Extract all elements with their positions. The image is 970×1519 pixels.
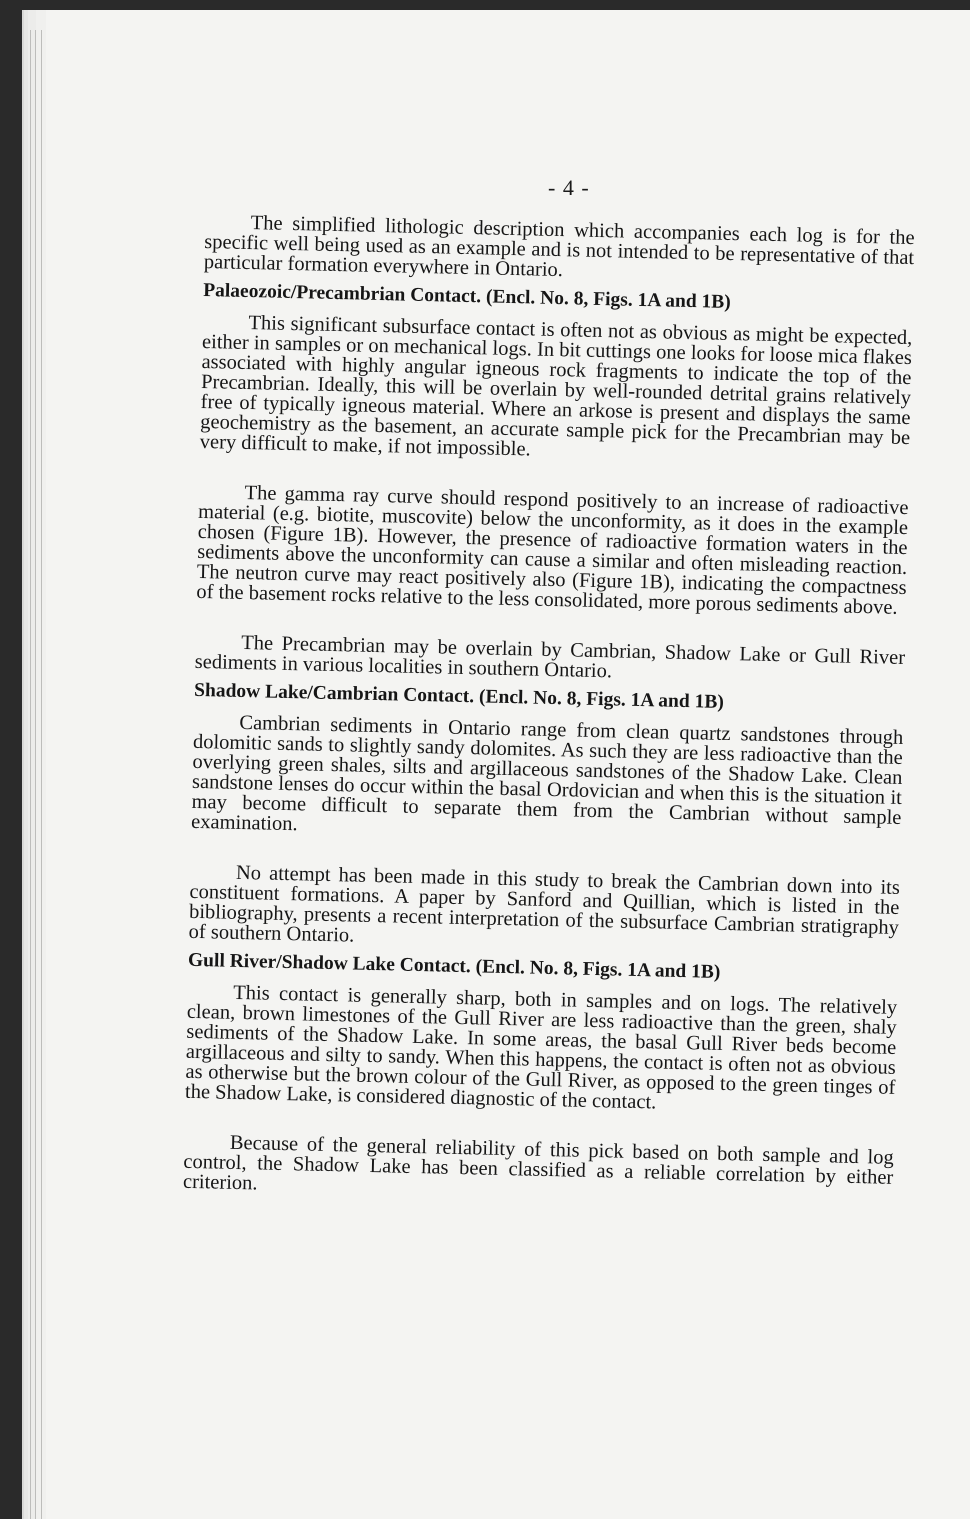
intro-paragraph: The simplified lithologic description which accompanies each log is for the specific well being used as an example and is not intended to be representative of that particular formation everywhere in Ontario. bbox=[203, 212, 915, 282]
section-heading-gull-river-shadow-lake: Gull River/Shadow Lake Contact. (Encl. No. 8, Figs. 1A and 1B) bbox=[187, 949, 721, 983]
section-heading-shadow-lake-cambrian: Shadow Lake/Cambrian Contact. (Encl. No. 8, Figs. 1A and 1B) bbox=[193, 679, 725, 713]
page-edge-line bbox=[35, 30, 36, 1519]
paragraph: The gamma ray curve should respond positively to an increase of radioactive material (e.g. biotite, muscovite) below the unconformity, as it does in the example chosen (Figure 1B). However, the presence of radioactive formation waters in the sediments above the unconformity can cause a similar and often misleading reaction. The neutron curve may react positively also (Figure 1B), indicating the compactness of the basement rocks relative to the less consolidated, more porous sediments above. bbox=[196, 481, 909, 619]
page-edge-line bbox=[30, 30, 31, 1519]
paragraph: This significant subsurface contact is often not as obvious as might be expected, either in samples or on mechanical logs. In bit cuttings one looks for loose mica flakes associated with highly angular igneous rock fragments to indicate the top of the Precambrian. Ideally, this will be overlain by well-rounded detrital grains relatively free of typically igneous material. Where an arkose is present and displays the same geochemistry as the basement, an accurate sample pick for the Precambrian may be very difficult to make, if not impossible. bbox=[199, 312, 913, 461]
paragraph: Cambrian sediments in Ontario range from clean quartz sandstones through dolomitic sands to slightly sandy dolomites. As such they are less radioactive than the overlying green shales, silts and argillaceous sandstones of the Shadow Lake. Clean sandstone lenses do occur within the basal Ordovician and when this is the situation it may become difficult to separate them from the Cambrian without sample examination. bbox=[190, 711, 904, 836]
document-body bbox=[183, 212, 915, 1216]
section-heading-palaeozoic-precambrian: Palaeozoic/Precambrian Contact. (Encl. No. 8, Figs. 1A and 1B) bbox=[202, 279, 732, 313]
page-edge-line bbox=[41, 30, 42, 1519]
page-number: - 4 - bbox=[548, 175, 590, 200]
paragraph: Because of the general reliability of this pick based on both sample and log control, the Shadow Lake has been classified as a reliable correlation by either criterion. bbox=[182, 1131, 894, 1195]
paragraph: The Precambrian may be overlain by Cambrian, Shadow Lake or Gull River sediments in various localities in southern Ontario. bbox=[194, 631, 906, 683]
paragraph: No attempt has been made in this study to break the Cambrian down into its constituent formations. A paper by Sanford and Quillian, which is listed in the bibliography, presents a recent interpretation of the subsurface Cambrian stratigraphy of southern Ontario. bbox=[188, 861, 901, 947]
paragraph: This contact is generally sharp, both in samples and on logs. The relatively clean, brown limestones of the Gull River are less radioactive than the green, shaly sediments of the Shadow Lake. In some areas, the basal Gull River beds become argillaceous and silty to sandy. When this happens, the contact is often not as obvious as otherwise but the brown colour of the Gull River, as opposed to the green tinges of the Shadow Lake, is considered diagnostic of the contact. bbox=[184, 981, 898, 1114]
